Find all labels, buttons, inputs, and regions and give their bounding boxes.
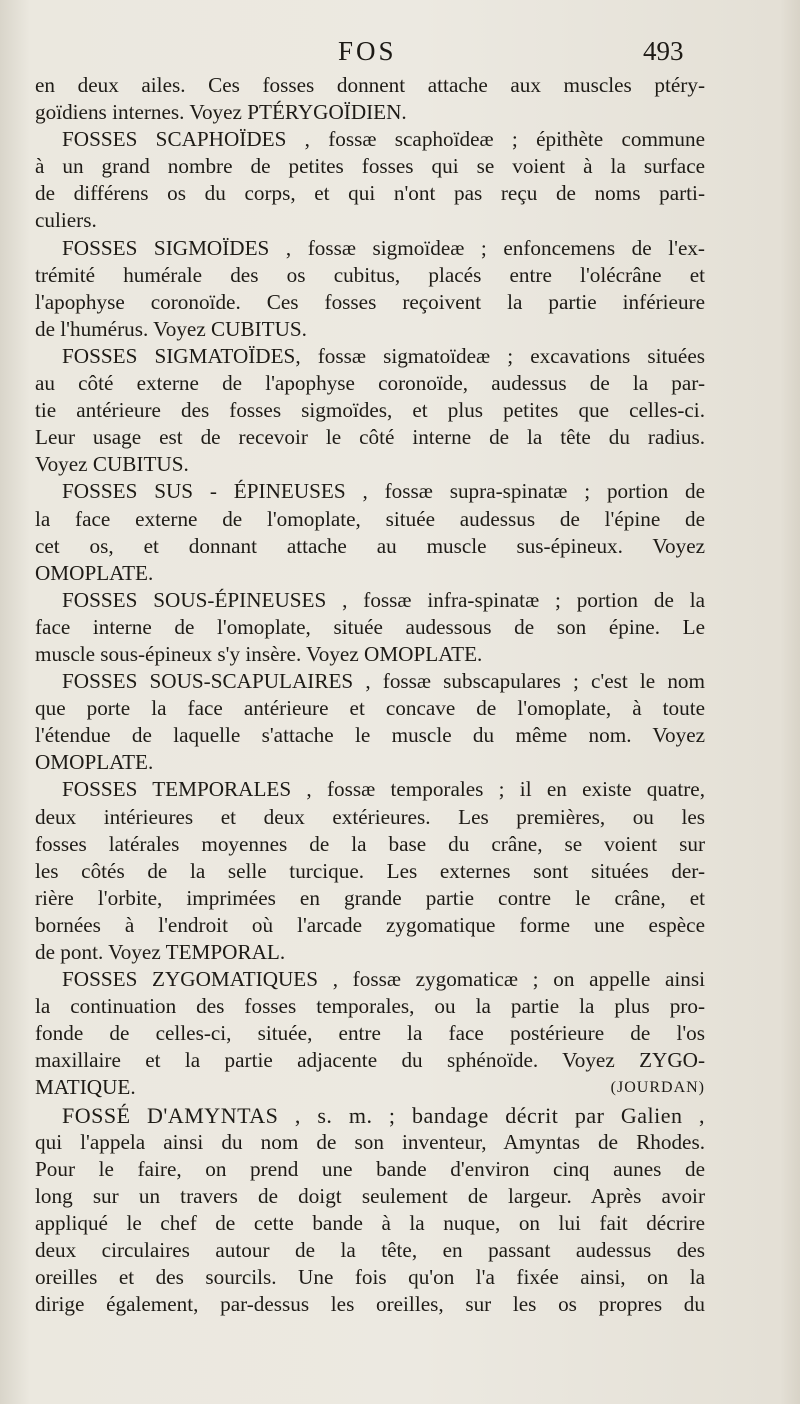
text-line: à un grand nombre de petites fosses qui se voient à la surface — [35, 154, 705, 179]
text-line: deux circulaires autour de la tête, en passant audessus des — [35, 1238, 705, 1263]
text-line: l'apophyse coronoïde. Ces fosses reçoivent la partie inférieure — [35, 289, 705, 314]
text-line: long sur un travers de doigt seulement de largeur. Après avoir — [35, 1183, 705, 1208]
text-line: goïdiens internes. Voyez PTÉRYGOÏDIEN. — [35, 100, 407, 125]
text-line: Leur usage est de recevoir le côté interne de la tête du radius. — [35, 425, 705, 450]
text-line: rière l'orbite, imprimées en grande partie contre le crâne, et — [35, 885, 705, 910]
entry-start-line: FOSSES TEMPORALES , fossæ temporales ; il en existe quatre, — [62, 777, 705, 802]
text-line: que porte la face antérieure et concave de l'omoplate, à toute — [35, 696, 705, 721]
text-line: oreilles et des sourcils. Une fois qu'on l'a fixée ainsi, on la — [35, 1265, 705, 1290]
text-line: l'étendue de laquelle s'attache le muscle du même nom. Voyez — [35, 723, 705, 748]
text-line: culiers. — [35, 208, 97, 233]
text-line: trémité humérale des os cubitus, placés entre l'olécrâne et — [35, 262, 705, 287]
text-line: Pour le faire, on prend une bande d'environ cinq aunes de — [35, 1156, 705, 1181]
text-line: de l'humérus. Voyez CUBITUS. — [35, 316, 307, 341]
entry-start-line: FOSSES SIGMOÏDES , fossæ sigmoïdeæ ; enfoncemens de l'ex- — [62, 235, 705, 260]
entry-start-line: FOSSES SUS - ÉPINEUSES , fossæ supra-spinatæ ; portion de — [62, 479, 705, 504]
text-line: au côté externe de l'apophyse coronoïde, audessus de la par- — [35, 371, 705, 396]
text-line: maxillaire et la partie adjacente du sphénoïde. Voyez ZYGO- — [35, 1048, 705, 1073]
text-line: qui l'appela ainsi du nom de son inventeur, Amyntas de Rhodes. — [35, 1129, 705, 1154]
text-line: appliqué le chef de cette bande à la nuque, on lui fait décrire — [35, 1210, 705, 1235]
entry-start-line: FOSSES SOUS-SCAPULAIRES , fossæ subscapulares ; c'est le nom — [62, 669, 705, 694]
body-text — [35, 72, 705, 1318]
text-line: OMOPLATE. — [35, 560, 154, 585]
entry-start-line: FOSSES SIGMATOÏDES, fossæ sigmatoïdeæ ; excavations situées — [62, 343, 705, 368]
entry-start-line: FOSSES SOUS-ÉPINEUSES , fossæ infra-spinatæ ; portion de la — [62, 587, 705, 612]
text-line: muscle sous-épineux s'y insère. Voyez OMOPLATE. — [35, 641, 483, 666]
text-line: la continuation des fosses temporales, ou la partie la plus pro- — [35, 994, 705, 1019]
page-header — [0, 36, 800, 72]
text-line: de différens os du corps, et qui n'ont pas reçu de noms parti- — [35, 181, 705, 206]
page-number: 493 — [643, 36, 684, 66]
text-line — [35, 1074, 705, 1101]
text-line: Voyez CUBITUS. — [35, 452, 189, 477]
entry-start-line: FOSSES ZYGOMATIQUES , fossæ zygomaticæ ; on appelle ainsi — [62, 967, 705, 992]
entry-start-line: FOSSÉ D'AMYNTAS , s. m. ; bandage décrit par Galien , — [62, 1102, 705, 1128]
text-line: face interne de l'omoplate, située audessous de son épine. Le — [35, 614, 705, 639]
text-line: dirige également, par-dessus les oreilles, sur les os propres du — [35, 1292, 705, 1317]
text-line: de pont. Voyez TEMPORAL. — [35, 940, 286, 964]
text-line: la face externe de l'omoplate, située audessus de l'épine de — [35, 506, 705, 531]
text-line: deux intérieures et deux extérieures. Les premières, ou les — [35, 804, 705, 829]
text-line: bornées à l'endroit où l'arcade zygomatique forme une espèce — [35, 912, 705, 937]
author-signature: (JOURDAN) — [610, 1079, 705, 1097]
text-line-content: MATIQUE. — [35, 1075, 136, 1100]
text-line: tie antérieure des fosses sigmoïdes, et plus petites que celles-ci. — [35, 398, 705, 423]
text-line: les côtés de la selle turcique. Les externes sont situées der- — [35, 858, 705, 883]
entry-start-line: FOSSES SCAPHOÏDES , fossæ scaphoïdeæ ; épithète commune — [62, 127, 705, 152]
running-title: FOS — [338, 36, 397, 66]
text-line: fosses latérales moyennes de la base du crâne, se voient sur — [35, 831, 705, 856]
text-line: cet os, et donnant attache au muscle sus-épineux. Voyez — [35, 533, 705, 558]
text-line: OMOPLATE. — [35, 750, 154, 775]
text-line: en deux ailes. Ces fosses donnent attache aux muscles ptéry- — [35, 73, 705, 97]
text-line: fonde de celles-ci, située, entre la face postérieure de l'os — [35, 1021, 705, 1046]
